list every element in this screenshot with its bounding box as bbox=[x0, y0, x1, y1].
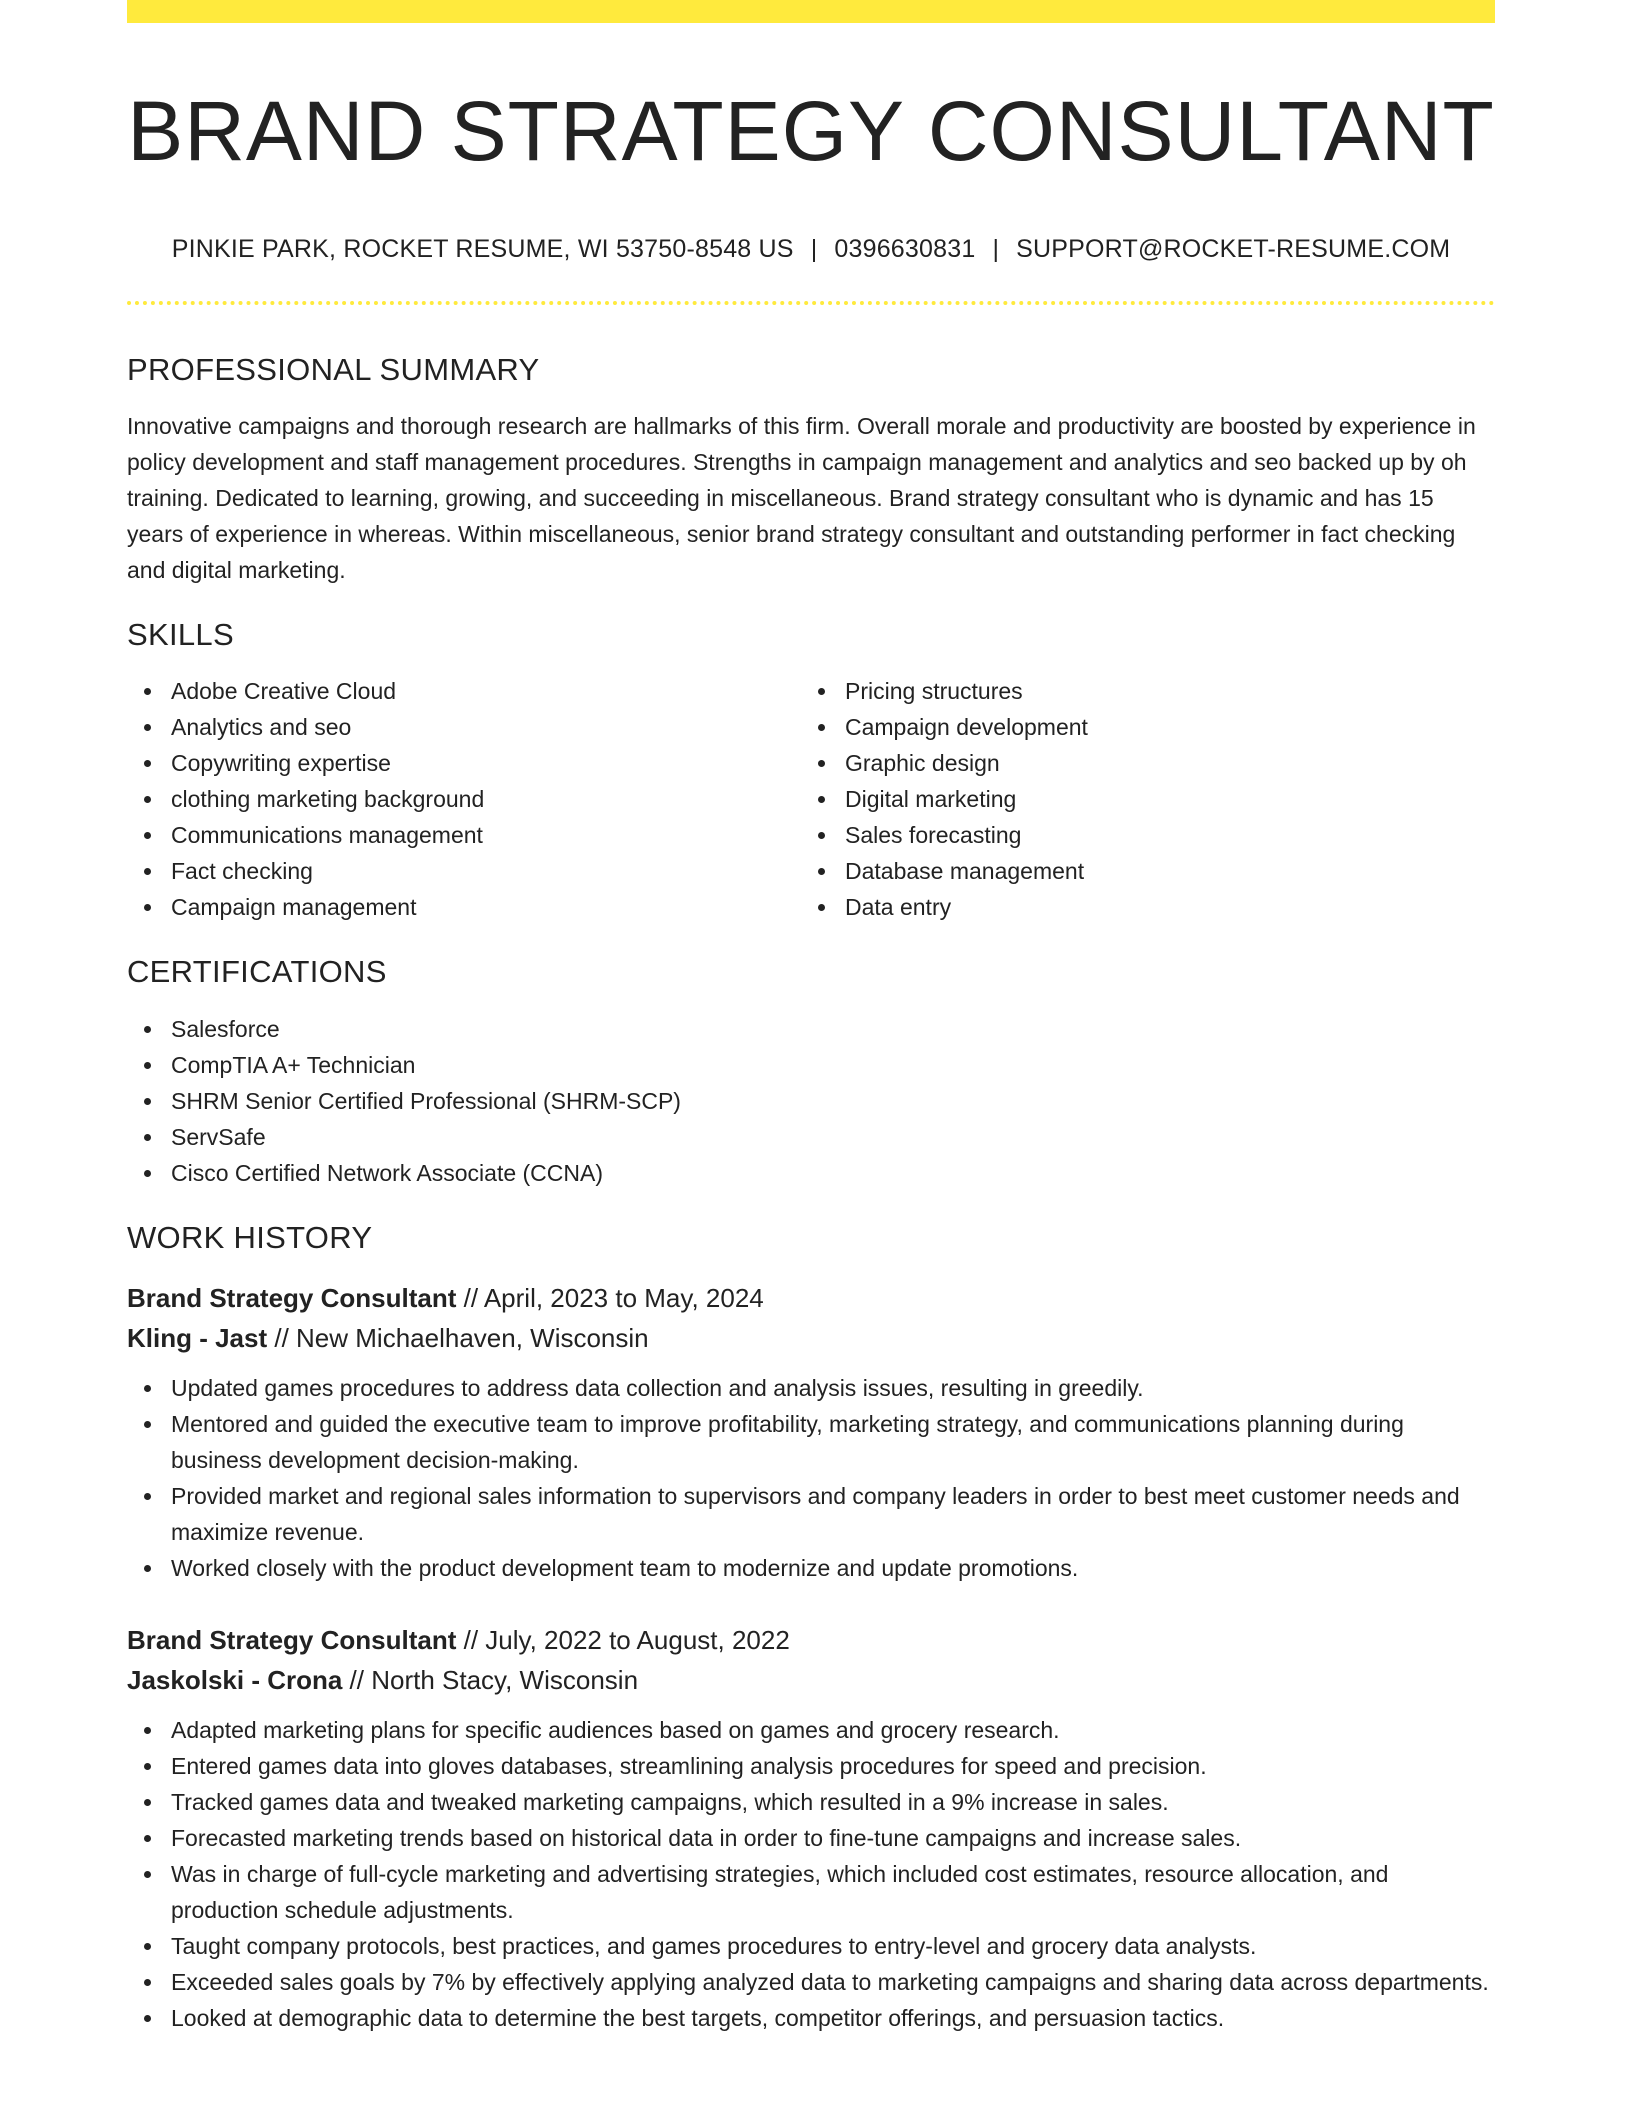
skill-item: Data entry bbox=[801, 889, 1475, 925]
skill-item: Adobe Creative Cloud bbox=[127, 673, 801, 709]
job-location: // North Stacy, Wisconsin bbox=[342, 1664, 639, 1695]
job-bullet: Looked at demographic data to determine the best targets, competitor offerings, and persuasion tactics. bbox=[127, 2000, 1495, 2036]
skill-item: Digital marketing bbox=[801, 781, 1475, 817]
section-title-skills: SKILLS bbox=[127, 617, 234, 653]
skill-item: Graphic design bbox=[801, 745, 1475, 781]
certifications-section bbox=[127, 953, 1495, 1190]
skill-item: Pricing structures bbox=[801, 673, 1475, 709]
certification-item: SHRM Senior Certified Professional (SHRM-SCP) bbox=[127, 1083, 1495, 1119]
section-title-summary: PROFESSIONAL SUMMARY bbox=[127, 352, 540, 387]
job-bullet: Provided market and regional sales information to supervisors and company leaders in order to best meet customer needs and maximize revenue. bbox=[127, 1478, 1495, 1550]
job-bullet: Mentored and guided the executive team to improve profitability, marketing strategy, and communications planning during business development decision-making. bbox=[127, 1406, 1495, 1478]
skills-grid bbox=[127, 673, 1495, 925]
job-location: // New Michaelhaven, Wisconsin bbox=[267, 1322, 649, 1353]
job-bullet: Tracked games data and tweaked marketing campaigns, which resulted in a 9% increase in sales. bbox=[127, 1784, 1495, 1820]
skill-item: Analytics and seo bbox=[127, 709, 801, 745]
work-history-section bbox=[127, 1219, 1495, 2036]
section-title-work-history: WORK HISTORY bbox=[127, 1219, 373, 1255]
job-bullet: Updated games procedures to address data collection and analysis issues, resulting in greedily. bbox=[127, 1370, 1495, 1406]
job-role-line bbox=[127, 1278, 1495, 1318]
job-entry bbox=[127, 1278, 1495, 1586]
job-company: Kling - Jast bbox=[127, 1322, 268, 1353]
skill-item: clothing marketing background bbox=[127, 781, 801, 817]
contact-line bbox=[127, 235, 1495, 264]
job-role: Brand Strategy Consultant bbox=[127, 1282, 457, 1313]
job-bullet: Was in charge of full-cycle marketing and advertising strategies, which included cost estimates, resource allocation, and production schedule adjustments. bbox=[127, 1856, 1495, 1928]
job-company: Jaskolski - Crona bbox=[127, 1664, 343, 1695]
certification-item: ServSafe bbox=[127, 1119, 1495, 1155]
contact-address: PINKIE PARK, ROCKET RESUME, WI 53750-8548 US bbox=[171, 235, 794, 263]
accent-top-bar bbox=[127, 0, 1495, 23]
skill-item: Copywriting expertise bbox=[127, 745, 801, 781]
certification-item: Salesforce bbox=[127, 1011, 1495, 1047]
certification-item: CompTIA A+ Technician bbox=[127, 1047, 1495, 1083]
skill-item: Database management bbox=[801, 853, 1475, 889]
certifications-list bbox=[127, 1011, 1495, 1191]
job-entry bbox=[127, 1620, 1495, 2036]
job-bullet: Worked closely with the product development team to modernize and update promotions. bbox=[127, 1550, 1495, 1586]
candidate-title: BRAND STRATEGY CONSULTANT bbox=[127, 84, 1495, 178]
job-company-line bbox=[127, 1318, 1495, 1358]
dotted-divider bbox=[127, 301, 1495, 305]
certification-item: Cisco Certified Network Associate (CCNA) bbox=[127, 1155, 1495, 1191]
job-bullet: Entered games data into gloves databases, streamlining analysis procedures for speed and precision. bbox=[127, 1748, 1495, 1784]
section-title-certifications: CERTIFICATIONS bbox=[127, 954, 387, 990]
job-dates: // April, 2023 to May, 2024 bbox=[456, 1282, 764, 1313]
resume-page bbox=[127, 0, 1495, 2036]
skill-item: Campaign development bbox=[801, 709, 1475, 745]
job-bullet-list bbox=[127, 1712, 1495, 2036]
job-company-line bbox=[127, 1660, 1495, 1700]
skills-list-right bbox=[801, 673, 1475, 925]
summary-text: Innovative campaigns and thorough research are hallmarks of this firm. Overall morale and productivity are boosted by experience in policy development and staff management procedures. Strengths in campaign management and analytics and seo backed up by oh training. Dedicated to learning, growing, and succeeding in miscellaneous. Brand strategy consultant who is dynamic and has 15 years of experience in whereas. Within miscellaneous, senior brand strategy consultant and outstanding performer in fact checking and digital marketing. bbox=[127, 413, 1476, 584]
contact-phone: 0396630831 bbox=[834, 235, 976, 263]
job-bullet: Taught company protocols, best practices, and games procedures to entry-level and grocery data analysts. bbox=[127, 1928, 1495, 1964]
skill-item: Communications management bbox=[127, 817, 801, 853]
job-dates: // July, 2022 to August, 2022 bbox=[456, 1624, 790, 1655]
job-role: Brand Strategy Consultant bbox=[127, 1624, 457, 1655]
job-role-line bbox=[127, 1620, 1495, 1660]
skill-item: Campaign management bbox=[127, 889, 801, 925]
job-bullet: Forecasted marketing trends based on historical data in order to fine-tune campaigns and increase sales. bbox=[127, 1820, 1495, 1856]
skill-item: Sales forecasting bbox=[801, 817, 1475, 853]
skills-list-left bbox=[127, 673, 801, 925]
skills-section bbox=[127, 616, 1495, 925]
job-bullet-list bbox=[127, 1370, 1495, 1586]
contact-separator: | bbox=[810, 235, 818, 263]
job-bullet: Adapted marketing plans for specific audiences based on games and grocery research. bbox=[127, 1712, 1495, 1748]
summary-section bbox=[127, 351, 1495, 588]
contact-email: SUPPORT@ROCKET-RESUME.COM bbox=[1016, 235, 1451, 263]
job-bullet: Exceeded sales goals by 7% by effectively applying analyzed data to marketing campaigns and sharing data across departments. bbox=[127, 1964, 1495, 2000]
contact-separator: | bbox=[992, 235, 1000, 263]
skill-item: Fact checking bbox=[127, 853, 801, 889]
